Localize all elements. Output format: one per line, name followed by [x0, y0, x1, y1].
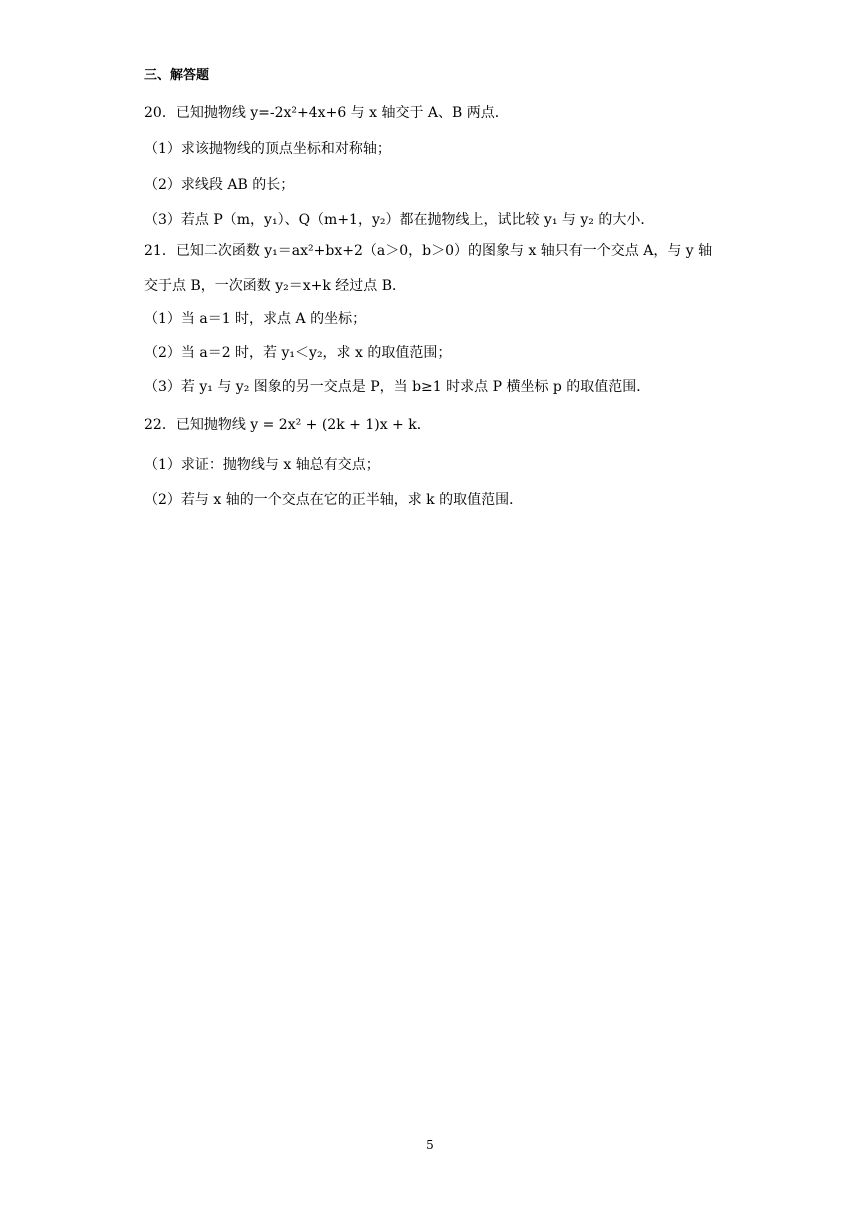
question-21-part-2: （2）当 a＝2 时，若 y₁＜y₂，求 x 的取值范围；: [144, 345, 452, 361]
question-20-part-2: （2）求线段 AB 的长；: [144, 177, 295, 193]
question-21-stem-line-2: 交于点 B，一次函数 y₂＝x+k 经过点 B．: [144, 278, 407, 294]
question-20-part-3: （3）若点 P（m，y₁）、Q（m+1，y₂）都在抛物线上，试比较 y₁ 与 y₂ 的大小．: [144, 212, 655, 228]
question-20-part-1: （1）求该抛物线的顶点坐标和对称轴；: [144, 141, 391, 157]
question-21-part-1: （1）当 a＝1 时，求点 A 的坐标；: [144, 311, 367, 327]
question-22-part-2: （2）若与 x 轴的一个交点在它的正半轴，求 k 的取值范围．: [144, 492, 524, 508]
question-20-stem: 20．已知抛物线 y=-2x²+4x+6 与 x 轴交于 A、B 两点．: [144, 105, 509, 121]
question-22-stem: 22．已知抛物线 y = 2x² + (2k + 1)x + k．: [144, 417, 431, 433]
question-21-stem-line-1: 21．已知二次函数 y₁＝ax²+bx+2（a＞0，b＞0）的图象与 x 轴只有一个交点 A，与 y 轴: [144, 243, 713, 259]
page-number: 5: [426, 1138, 434, 1152]
question-21-part-3: （3）若 y₁ 与 y₂ 图象的另一交点是 P，当 b≥1 时求点 P 横坐标 p 的取值范围．: [144, 379, 651, 395]
section-heading: 三、解答题: [144, 68, 210, 83]
question-22-part-1: （1）求证：抛物线与 x 轴总有交点；: [144, 457, 380, 473]
